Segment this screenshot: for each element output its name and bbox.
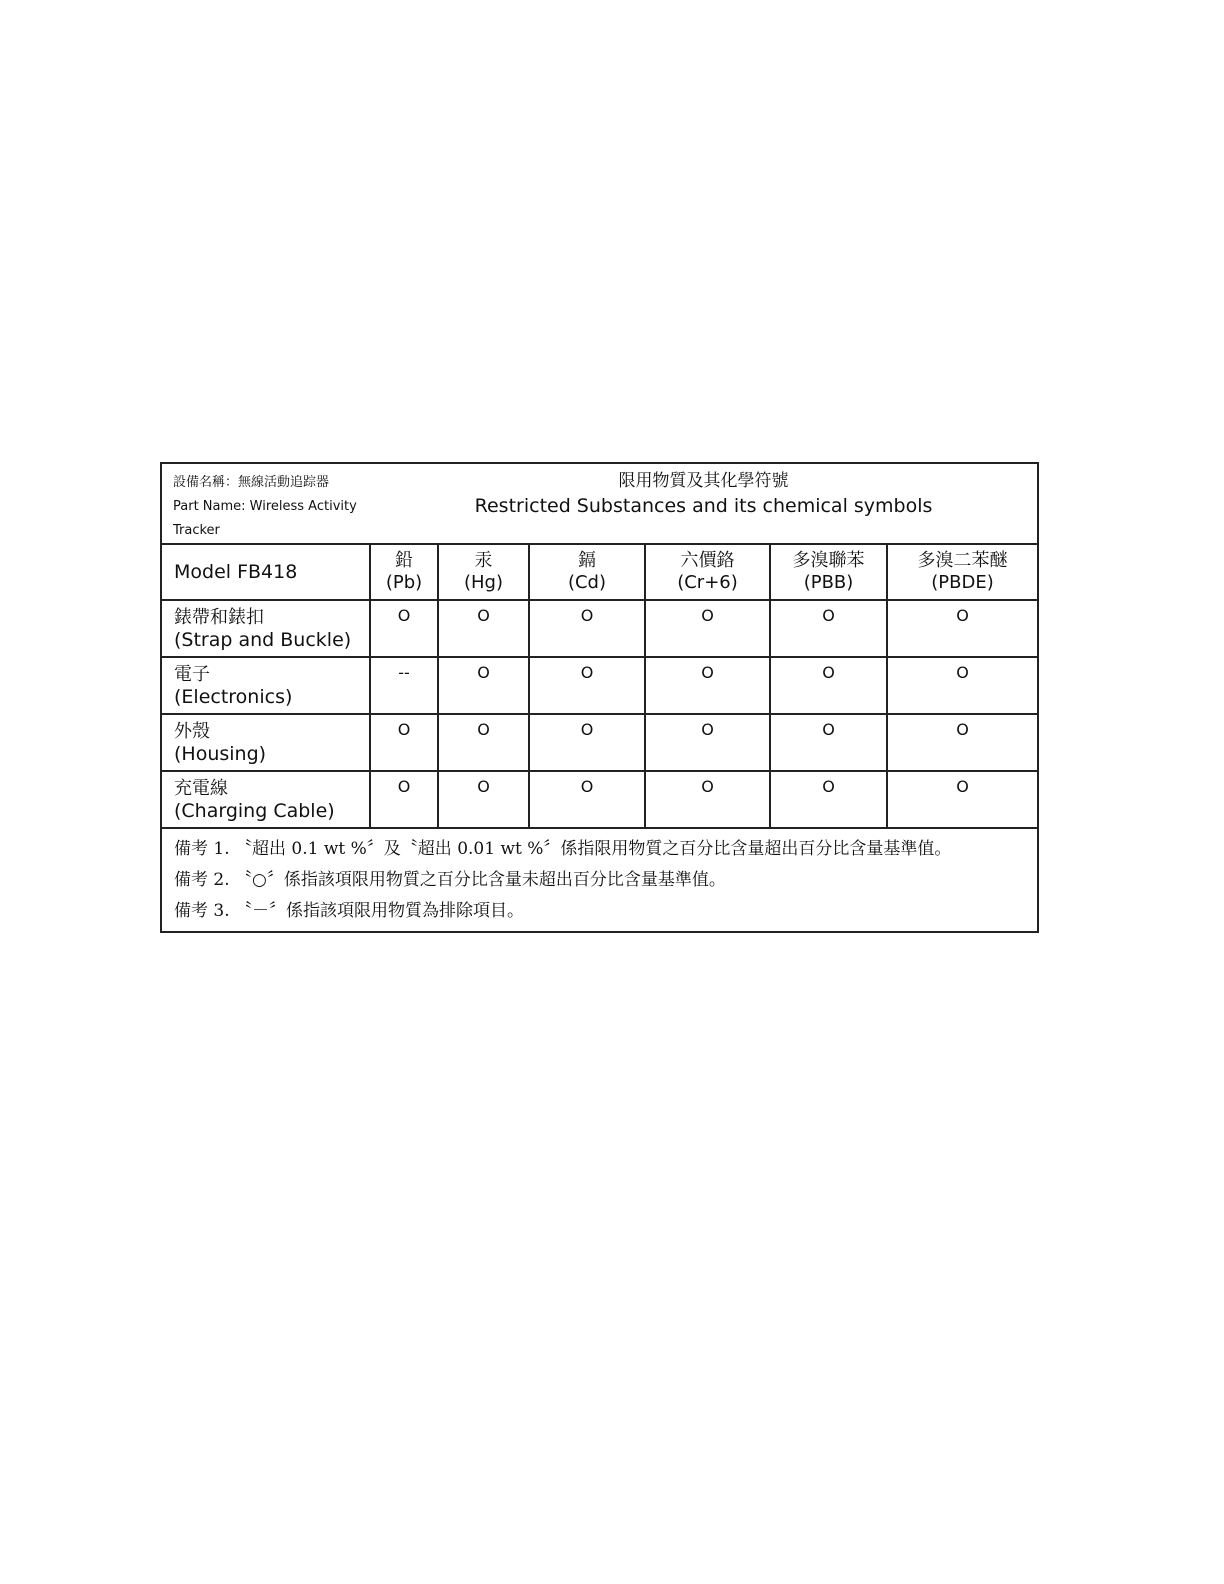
compliance-mark: O [438, 714, 529, 771]
notes-cell [161, 828, 1038, 932]
substance-header-row [161, 544, 1038, 600]
part-name-cell [161, 463, 370, 544]
note-2: 備考 2. 〝○〞係指該項限用物質之百分比含量未超出百分比含量基準值。 [174, 870, 726, 890]
table-row [161, 771, 1038, 828]
compliance-mark: O [887, 600, 1038, 657]
compliance-mark: O [887, 714, 1038, 771]
compliance-mark: O [770, 714, 887, 771]
title-row [161, 463, 1038, 544]
table-title-zh: 限用物質及其化學符號 [618, 471, 789, 491]
table-title-en: Restricted Substances and its chemical symbols [474, 495, 933, 517]
note-3: 備考 3. 〝－〞係指該項限用物質為排除項目。 [174, 901, 525, 921]
part-name-en-line1: Part Name: Wireless Activity [173, 499, 357, 514]
table-row [161, 714, 1038, 771]
compliance-mark: O [770, 771, 887, 828]
table-row [161, 600, 1038, 657]
part-name-en-line2: Tracker [173, 523, 220, 538]
notes-row [161, 828, 1038, 932]
note-1: 備考 1. 〝超出 0.1 wt %〞及〝超出 0.01 wt %〞係指限用物質之百分比含量超出百分比含量基準值。 [174, 839, 952, 859]
compliance-mark: -- [370, 657, 438, 714]
compliance-mark: O [529, 771, 645, 828]
compliance-mark: O [645, 771, 770, 828]
part-label: 外殼 (Housing) [161, 714, 370, 771]
substance-header-pbde: 多溴二苯醚 (PBDE) [887, 544, 1038, 600]
part-name-zh: 設備名稱：無線活動追踪器 [173, 475, 330, 490]
compliance-mark: O [645, 657, 770, 714]
table-title-cell [370, 463, 1038, 544]
compliance-mark: O [887, 771, 1038, 828]
part-label: 電子 (Electronics) [161, 657, 370, 714]
substance-header-chromium: 六價鉻 (Cr+6) [645, 544, 770, 600]
substance-header-pbb: 多溴聯苯 (PBB) [770, 544, 887, 600]
compliance-mark: O [645, 714, 770, 771]
table-row [161, 657, 1038, 714]
compliance-mark: O [645, 600, 770, 657]
compliance-mark: O [529, 600, 645, 657]
compliance-mark: O [370, 771, 438, 828]
compliance-mark: O [370, 714, 438, 771]
compliance-mark: O [438, 600, 529, 657]
compliance-mark: O [887, 657, 1038, 714]
compliance-mark: O [438, 771, 529, 828]
compliance-mark: O [370, 600, 438, 657]
substance-header-mercury: 汞 (Hg) [438, 544, 529, 600]
substance-header-lead: 鉛 (Pb) [370, 544, 438, 600]
compliance-mark: O [438, 657, 529, 714]
compliance-mark: O [529, 657, 645, 714]
compliance-mark: O [770, 600, 887, 657]
compliance-mark: O [770, 657, 887, 714]
part-label: 錶帶和錶扣 (Strap and Buckle) [161, 600, 370, 657]
rohs-substance-table [160, 462, 1039, 933]
model-label: Model FB418 [161, 544, 370, 600]
compliance-mark: O [529, 714, 645, 771]
substance-header-cadmium: 鎘 (Cd) [529, 544, 645, 600]
part-label: 充電線 (Charging Cable) [161, 771, 370, 828]
